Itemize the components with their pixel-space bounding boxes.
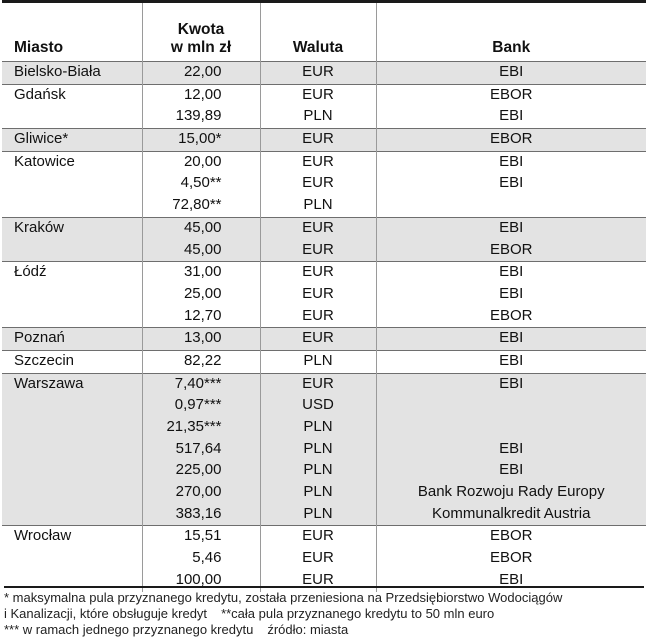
header-amount-line1: Kwota [177, 21, 225, 38]
table-row [2, 84, 646, 106]
cell-amount: 21,35*** [142, 417, 260, 439]
cell-amount: 12,00 [142, 84, 260, 106]
table-row [2, 173, 646, 195]
cell-bank: EBI [376, 570, 646, 592]
footnote-kanalizacja: i Kanalizacji, które obsługuje kredyt [4, 606, 208, 621]
cell-currency: EUR [260, 570, 376, 592]
table-header-row [2, 3, 646, 62]
cell-currency: PLN [260, 195, 376, 217]
cell-currency: EUR [260, 62, 376, 85]
table-row [2, 328, 646, 351]
cell-currency: EUR [260, 217, 376, 239]
cell-currency: EUR [260, 526, 376, 548]
cell-bank: EBI [376, 262, 646, 284]
table-row [2, 460, 646, 482]
table-row [2, 151, 646, 173]
cell-amount: 270,00 [142, 482, 260, 504]
cell-amount: 31,00 [142, 262, 260, 284]
cell-bank: EBI [376, 373, 646, 395]
cell-currency: PLN [260, 106, 376, 128]
cell-bank: EBI [376, 439, 646, 461]
cell-city [2, 106, 142, 128]
cell-bank: EBI [376, 350, 646, 373]
table-row [2, 217, 646, 239]
table-row [2, 395, 646, 417]
cell-amount: 72,80** [142, 195, 260, 217]
cell-city: Kraków [2, 217, 142, 239]
table-row [2, 482, 646, 504]
table-row [2, 284, 646, 306]
cell-amount: 12,70 [142, 306, 260, 328]
cell-city: Gdańsk [2, 84, 142, 106]
cell-city: Szczecin [2, 350, 142, 373]
cell-bank: EBI [376, 460, 646, 482]
cell-bank: Kommunalkredit Austria [376, 504, 646, 526]
header-city: Miasto [2, 3, 142, 62]
cell-currency: EUR [260, 151, 376, 173]
table-row [2, 526, 646, 548]
table-row [2, 350, 646, 373]
cell-bank [376, 195, 646, 217]
cell-amount: 0,97*** [142, 395, 260, 417]
footnote-source: źródło: miasta [267, 622, 349, 637]
cell-city [2, 195, 142, 217]
cell-amount: 100,00 [142, 570, 260, 592]
cell-bank: EBOR [376, 240, 646, 262]
cell-currency: PLN [260, 417, 376, 439]
cell-currency: USD [260, 395, 376, 417]
cell-bank: EBI [376, 106, 646, 128]
cell-amount: 45,00 [142, 240, 260, 262]
cell-amount: 383,16 [142, 504, 260, 526]
cell-amount: 15,00* [142, 129, 260, 152]
cell-currency: EUR [260, 548, 376, 570]
cell-city: Łódź [2, 262, 142, 284]
cell-currency: PLN [260, 460, 376, 482]
cell-city: Bielsko-Biała [2, 62, 142, 85]
table-row [2, 129, 646, 152]
footnote-line-1: * maksymalna pula przyznanego kredytu, została przeniesiona na Przedsiębiorstwo Wodociągów [4, 590, 563, 605]
cell-bank [376, 395, 646, 417]
cell-city [2, 306, 142, 328]
cell-currency: EUR [260, 373, 376, 395]
table-row [2, 306, 646, 328]
cell-amount: 20,00 [142, 151, 260, 173]
table-row [2, 417, 646, 439]
cell-currency: PLN [260, 504, 376, 526]
cell-amount: 225,00 [142, 460, 260, 482]
cell-amount: 22,00 [142, 62, 260, 85]
table-row [2, 548, 646, 570]
cell-city [2, 173, 142, 195]
cell-currency: EUR [260, 84, 376, 106]
cell-city [2, 482, 142, 504]
cell-city: Warszawa [2, 373, 142, 395]
table-row [2, 195, 646, 217]
table-row [2, 504, 646, 526]
table-row [2, 240, 646, 262]
cell-amount: 7,40*** [142, 373, 260, 395]
cell-currency: PLN [260, 482, 376, 504]
cell-bank: EBOR [376, 306, 646, 328]
footnote-line-2 [4, 606, 644, 622]
table-row [2, 106, 646, 128]
cell-city [2, 284, 142, 306]
cell-amount: 82,22 [142, 350, 260, 373]
cell-amount: 25,00 [142, 284, 260, 306]
cell-currency: EUR [260, 306, 376, 328]
cell-city [2, 417, 142, 439]
footnote-single-credit: *** w ramach jednego przyznanego kredytu [4, 622, 254, 637]
cell-amount: 4,50** [142, 173, 260, 195]
cell-currency: EUR [260, 173, 376, 195]
cell-city [2, 240, 142, 262]
footnote-line-3 [4, 622, 644, 638]
cell-bank: EBI [376, 62, 646, 85]
cell-city: Poznań [2, 328, 142, 351]
table-row [2, 373, 646, 395]
cell-amount: 15,51 [142, 526, 260, 548]
header-bank: Bank [376, 3, 646, 62]
cell-bank: EBI [376, 284, 646, 306]
cell-bank: EBI [376, 328, 646, 351]
cell-amount: 517,64 [142, 439, 260, 461]
cell-amount: 45,00 [142, 217, 260, 239]
cell-amount: 13,00 [142, 328, 260, 351]
header-amount-line2: w mln zł [170, 39, 232, 56]
cell-bank: EBI [376, 151, 646, 173]
cell-currency: EUR [260, 129, 376, 152]
cell-city [2, 460, 142, 482]
table-row [2, 262, 646, 284]
cell-currency: PLN [260, 350, 376, 373]
cell-city: Katowice [2, 151, 142, 173]
header-amount [142, 3, 260, 62]
footnotes [4, 586, 644, 638]
cell-city: Gliwice* [2, 129, 142, 152]
cell-bank: EBOR [376, 84, 646, 106]
cell-currency: EUR [260, 240, 376, 262]
cell-bank [376, 417, 646, 439]
cell-bank: EBI [376, 217, 646, 239]
cell-bank: EBOR [376, 548, 646, 570]
cell-city: Wrocław [2, 526, 142, 548]
cell-city [2, 395, 142, 417]
cell-bank: EBOR [376, 526, 646, 548]
table-row [2, 62, 646, 85]
cell-amount: 5,46 [142, 548, 260, 570]
table-row [2, 439, 646, 461]
cell-bank: EBOR [376, 129, 646, 152]
footnote-total-pool: **cała pula przyznanego kredytu to 50 mln euro [221, 606, 495, 621]
cell-currency: EUR [260, 262, 376, 284]
city-credit-table [2, 3, 646, 592]
cell-city [2, 439, 142, 461]
cell-city [2, 504, 142, 526]
cell-bank: EBI [376, 173, 646, 195]
cell-currency: PLN [260, 439, 376, 461]
cell-bank: Bank Rozwoju Rady Europy [376, 482, 646, 504]
cell-city [2, 548, 142, 570]
cell-amount: 139,89 [142, 106, 260, 128]
cell-currency: EUR [260, 284, 376, 306]
header-currency: Waluta [260, 3, 376, 62]
cell-currency: EUR [260, 328, 376, 351]
